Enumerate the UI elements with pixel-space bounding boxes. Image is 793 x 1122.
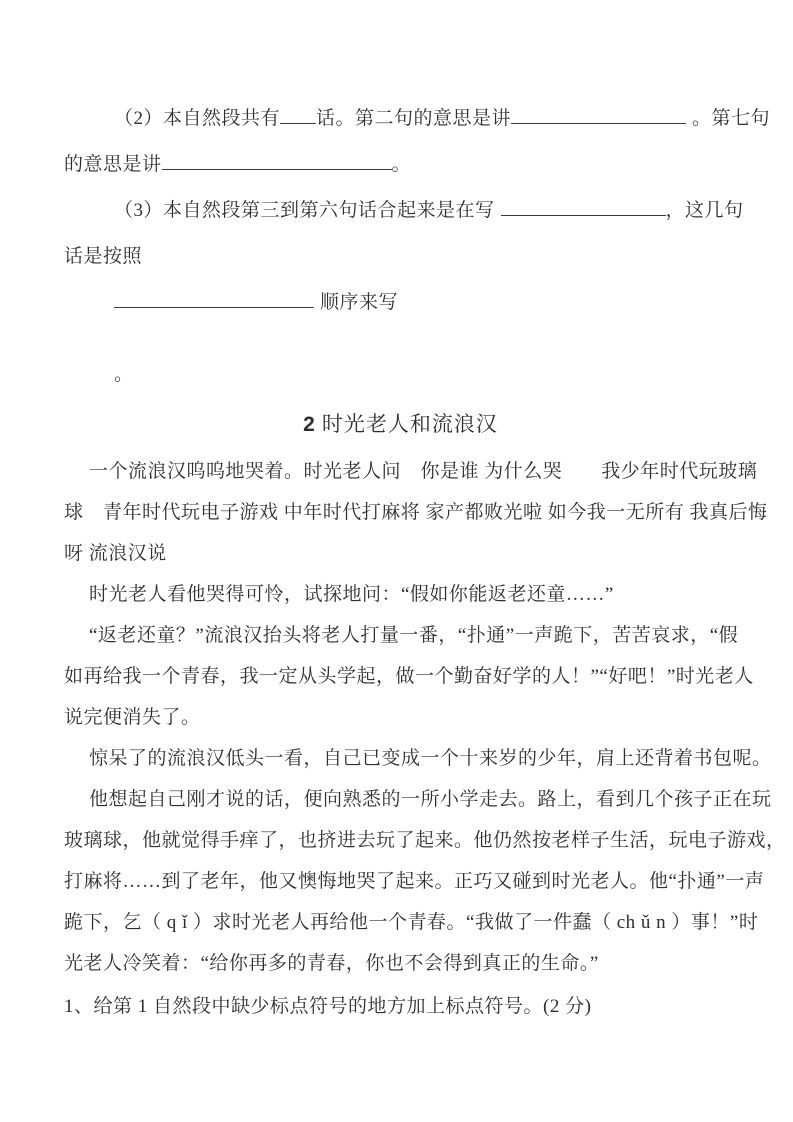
- question-2-text-c: 。第七句: [692, 108, 771, 129]
- passage-line: 打麻将……到了老年，他又懊悔地哭了起来。正巧又碰到时光老人。他“扑通”一声: [64, 871, 765, 892]
- question-3-line-2: 话是按照: [64, 246, 143, 267]
- question-1: 1、给第 1 自然段中缺少标点符号的地方加上标点符号。(2 分): [64, 996, 592, 1017]
- question-3-text-c: 顺序来写: [320, 292, 399, 313]
- question-3-text-b: ，这几句: [665, 200, 744, 221]
- question-3-line-1: [64, 188, 744, 234]
- question-2-text-d: 的意思是讲: [64, 154, 162, 175]
- fill-in-blank: [114, 290, 314, 308]
- passage-line: 光老人冷笑着：“给你再多的青春，你也不会得到真正的生命。”: [64, 953, 599, 974]
- fill-in-blank: [162, 152, 392, 170]
- question-2-text-a: （2）本自然段共有: [114, 108, 281, 129]
- fill-in-blank: [501, 198, 666, 216]
- passage-line: “返老还童？”流浪汉抬头将老人打量一番，“扑通”一声跪下，苦苦哀求，“假: [89, 625, 739, 646]
- passage-line: 他想起自己刚才说的话，便向熟悉的一所小学走去。路上，看到几个孩子正在玩: [89, 789, 772, 810]
- passage-title: [64, 404, 737, 445]
- passage-line: 跪下，乞（ q ǐ ）求时光老人再给他一个青春。“我做了一件蠢（ ch ǔ n ）事！”时: [64, 912, 759, 933]
- question-2-text-e: 。: [391, 154, 412, 175]
- passage-line: 如再给我一个青春，我一定从头学起，做一个勤奋好学的人！”“好吧！”时光老人: [64, 666, 754, 687]
- fill-in-blank: [511, 106, 686, 124]
- question-3-text-a: （3）本自然段第三到第六句话合起来是在写: [114, 200, 495, 221]
- passage-line: 惊呆了的流浪汉低头一看，自己已变成一个十来岁的少年，肩上还背着书包呢。: [89, 748, 772, 769]
- passage-line: 一个流浪汉呜呜地哭着。时光老人问 你是谁 为什么哭 我少年时代玩玻璃: [89, 461, 758, 482]
- passage-line: 呀 流浪汉说: [64, 543, 167, 564]
- question-2-text-b: 话。第二句的意思是讲: [316, 108, 512, 129]
- passage-line: 时光老人看他哭得可怜，试探地问：“假如你能返老还童……”: [89, 584, 614, 605]
- question-3-line-3: [64, 280, 737, 326]
- passage-line: 说完便消失了。: [64, 707, 201, 728]
- passage-line: 玻璃球，他就觉得手痒了，也挤进去玩了起来。他仍然按老样子生活，玩电子游戏，: [64, 830, 786, 851]
- passage-title-text: 时光老人和流浪汉: [321, 412, 498, 436]
- fill-in-blank: [280, 106, 316, 124]
- passage-number: 2: [303, 413, 316, 436]
- question-3-trailing-period: 。: [114, 364, 134, 385]
- passage-line: 球 青年时代玩电子游戏 中年时代打麻将 家产都败光啦 如今我一无所有 我真后悔: [64, 502, 768, 523]
- question-2-line-1: [64, 96, 771, 142]
- question-2-line-2: [64, 142, 737, 188]
